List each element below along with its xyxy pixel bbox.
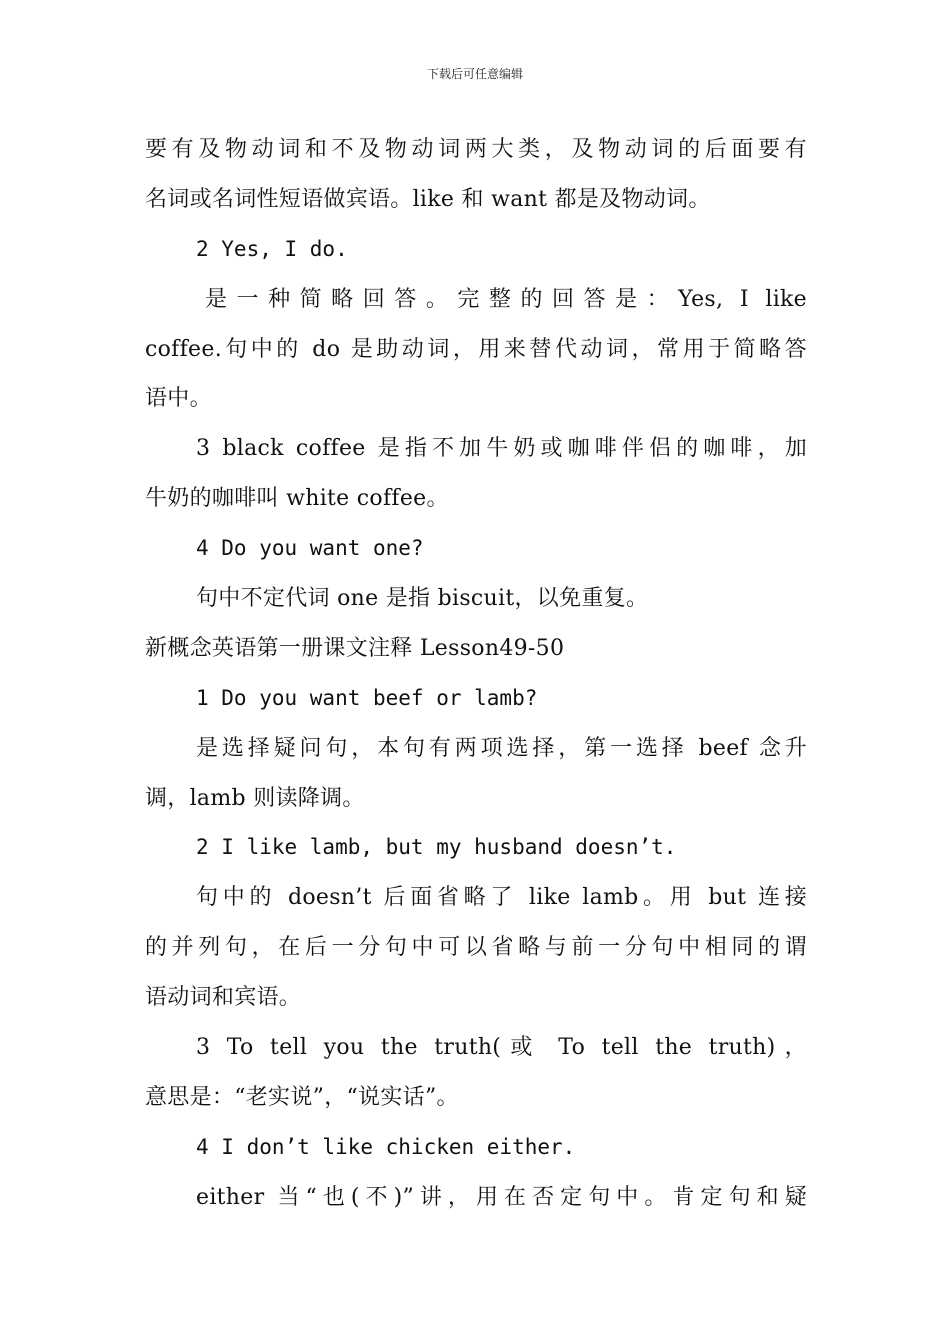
text-line: 要有及物动词和不及物动词两大类，及物动词的后面要有 bbox=[145, 137, 807, 162]
text-line: 是选择疑问句，本句有两项选择，第一选择 beef 念升 bbox=[196, 735, 807, 761]
text-line: 2 I like lamb, but my husband doesn’t. bbox=[196, 835, 677, 860]
text-line: 1 Do you want beef or lamb? bbox=[196, 685, 538, 710]
text-line: 句中不定代词 one 是指 biscuit，以免重复。 bbox=[196, 586, 649, 612]
text-line: 牛奶的咖啡叫 white coffee。 bbox=[145, 486, 449, 512]
section-heading: 新概念英语第一册课文注释 Lesson49-50 bbox=[145, 635, 565, 661]
text-line: 2 Yes, I do. bbox=[196, 236, 348, 261]
text-line: 4 I don’t like chicken either. bbox=[196, 1134, 576, 1159]
text-line: 语动词和宾语。 bbox=[145, 985, 302, 1011]
text-line: 意思是：“老实说”，“说实话”。 bbox=[145, 1084, 459, 1110]
text-line: coffee.句中的 do 是助动词，用来替代动词，常用于简略答 bbox=[145, 336, 807, 362]
text-line: 3 black coffee 是指不加牛奶或咖啡伴侣的咖啡，加 bbox=[196, 436, 807, 462]
text-line: 调，lamb 则读降调。 bbox=[145, 785, 365, 811]
text-line: 4 Do you want one? bbox=[196, 536, 424, 561]
document-body bbox=[145, 125, 807, 1223]
text-line: 是一种简略回答。完整的回答是：Yes, I like bbox=[205, 286, 807, 312]
text-line: 语中。 bbox=[145, 386, 212, 412]
text-line: 的并列句，在后一分句中可以省略与前一分句中相同的谓 bbox=[145, 935, 807, 961]
text-line: 3 To tell you the truth(或 To tell the truth)， bbox=[196, 1035, 807, 1061]
text-line: 名词或名词性短语做宾语。like 和 want 都是及物动词。 bbox=[145, 186, 711, 212]
text-line: either 当“也(不)”讲，用在否定句中。肯定句和疑 bbox=[196, 1184, 807, 1210]
page-header: 下载后可任意编辑 bbox=[426, 67, 523, 81]
text-line: 句中的 doesn’t 后面省略了 like lamb。用 but 连接 bbox=[196, 885, 807, 911]
